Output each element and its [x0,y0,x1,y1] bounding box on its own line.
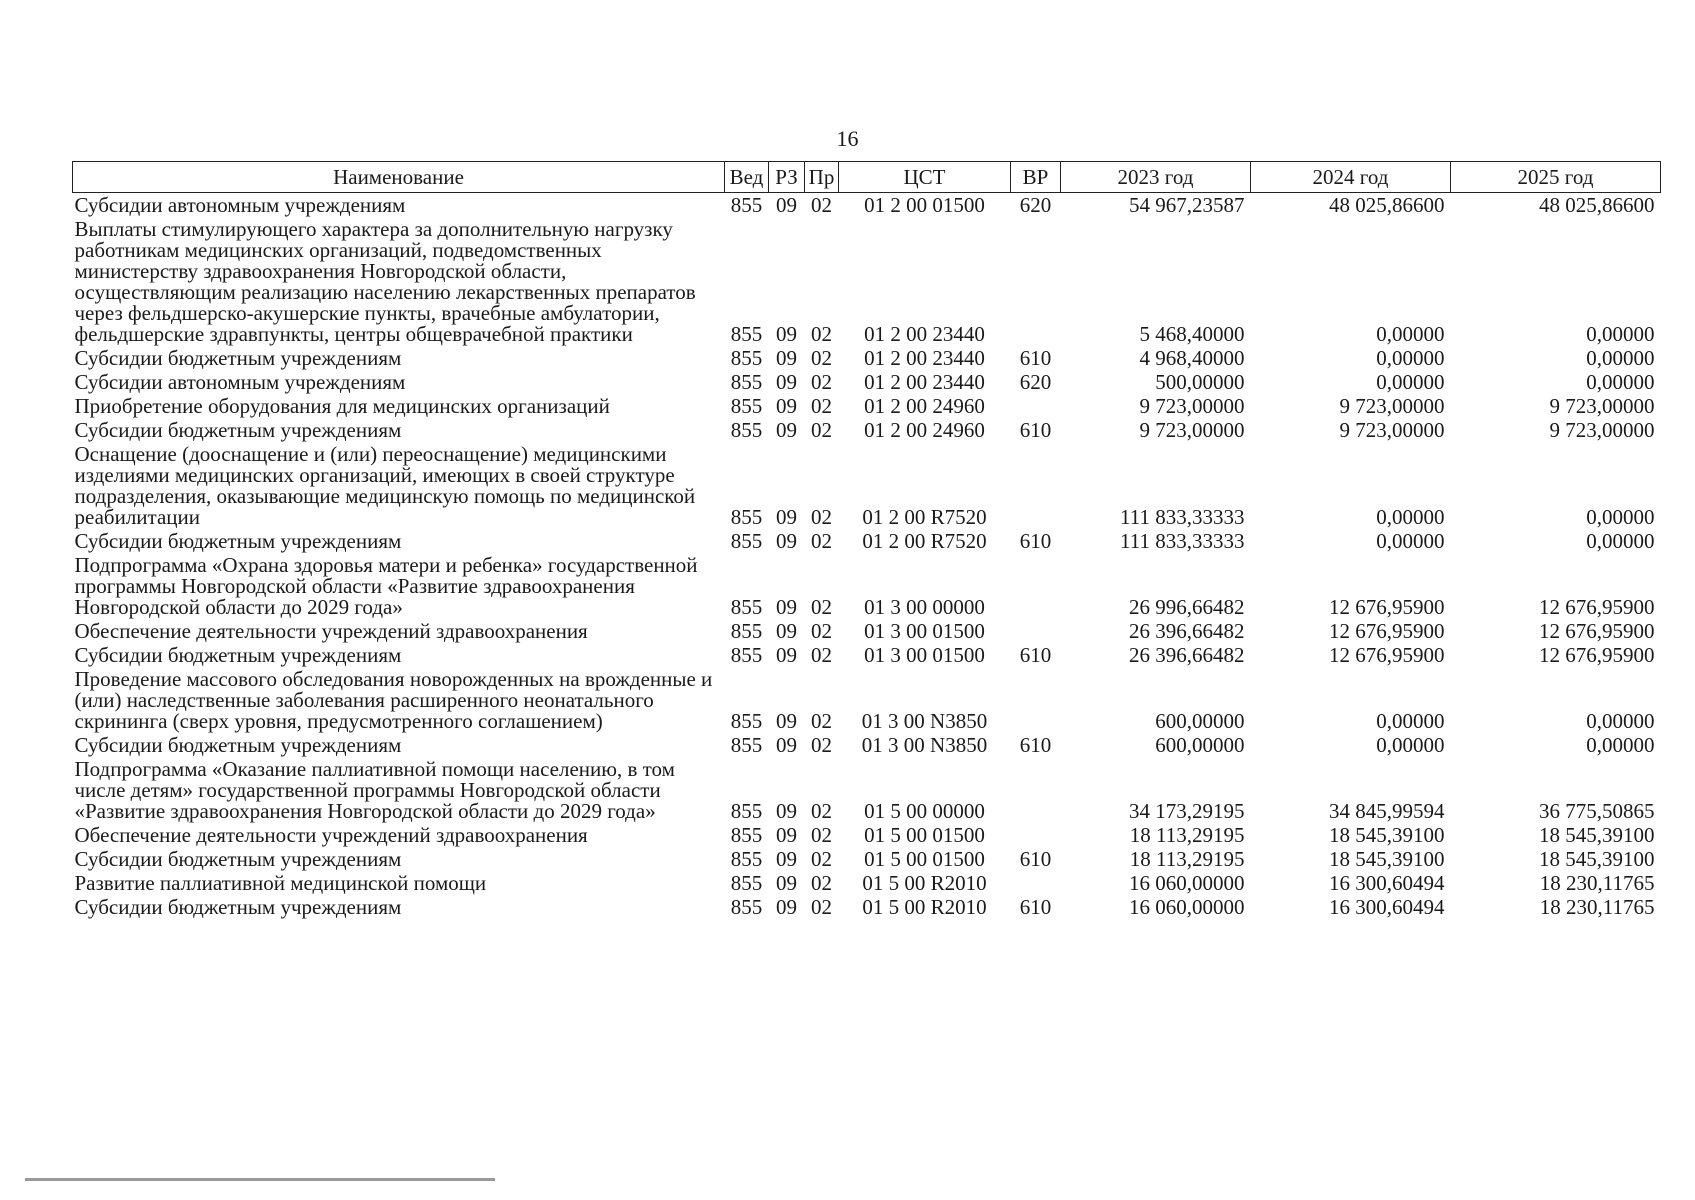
row-value-2025: 0,00000 [1586,529,1655,553]
row-cst: 01 2 00 R7520 [862,505,987,529]
table-row [73,442,1661,529]
row-name: Субсидии бюджетным учреждениям [74,847,402,871]
row-value-2023: 26 396,66482 [1129,619,1245,643]
row-cst: 01 2 00 23440 [864,322,985,346]
table-row [73,217,1661,346]
row-vr: 610 [1019,418,1052,442]
table-row [73,346,1661,370]
row-value-2024: 9 723,00000 [1339,418,1445,442]
row-rz: 09 [776,895,797,919]
row-vr [1011,394,1061,418]
row-vr [1011,757,1061,823]
row-value-2025: 0,00000 [1586,505,1655,529]
row-cst: 01 5 00 R2010 [862,895,987,919]
table-row [73,643,1661,667]
row-pr: 02 [811,823,832,847]
row-value-2025: 18 230,11765 [1539,871,1655,895]
table-body [73,193,1661,920]
row-value-2025: 12 676,95900 [1539,619,1655,643]
row-name: Проведение массового обследования новорожденных на врожденные и (или) наследственные заболевания расширенного неонатального скрининга (сверх уровня, предусмотренного соглашением) [74,667,713,733]
row-ved: 855 [730,733,763,757]
row-rz: 09 [776,595,797,619]
row-value-2023: 111 833,33333 [1120,505,1245,529]
row-rz: 09 [776,871,797,895]
table-row [73,529,1661,553]
page-number: 16 [836,126,859,151]
row-value-2023: 18 113,29195 [1129,823,1245,847]
row-value-2025: 12 676,95900 [1539,643,1655,667]
row-value-2024: 12 676,95900 [1329,595,1445,619]
row-pr: 02 [811,193,832,217]
row-rz: 09 [776,193,797,217]
row-ved: 855 [730,871,763,895]
row-ved: 855 [730,418,763,442]
row-pr: 02 [811,799,832,823]
row-pr: 02 [811,394,832,418]
row-vr [1011,871,1061,895]
row-rz: 09 [776,619,797,643]
row-value-2024: 34 845,99594 [1329,799,1445,823]
row-name: Субсидии бюджетным учреждениям [74,643,402,667]
row-value-2025: 48 025,86600 [1539,193,1655,217]
row-vr [1011,217,1061,346]
row-ved: 855 [730,823,763,847]
row-value-2023: 5 468,40000 [1139,322,1245,346]
row-value-2025: 0,00000 [1586,370,1655,394]
row-rz: 09 [776,733,797,757]
row-vr: 610 [1019,895,1052,919]
header-vr: ВР [1011,162,1061,193]
row-vr: 610 [1019,346,1052,370]
row-pr: 02 [811,733,832,757]
row-value-2024: 0,00000 [1376,709,1445,733]
table-row [73,733,1661,757]
row-ved: 855 [730,643,763,667]
row-value-2023: 600,00000 [1155,709,1245,733]
row-name: Субсидии автономным учреждениям [74,193,406,217]
row-value-2024: 12 676,95900 [1329,643,1445,667]
row-value-2025: 12 676,95900 [1539,595,1655,619]
row-cst: 01 5 00 01500 [864,847,985,871]
row-ved: 855 [730,193,763,217]
row-name: Обеспечение деятельности учреждений здравоохранения [74,619,588,643]
row-value-2024: 0,00000 [1376,505,1445,529]
row-rz: 09 [776,643,797,667]
row-name: Субсидии бюджетным учреждениям [74,346,402,370]
row-rz: 09 [776,823,797,847]
row-value-2023: 16 060,00000 [1129,895,1245,919]
header-ved: Вед [725,162,769,193]
row-value-2024: 48 025,86600 [1329,193,1445,217]
header-pr: Пр [805,162,839,193]
row-name: Выплаты стимулирующего характера за дополнительную нагрузку работникам медицинских организаций, подведомственных министерству здравоохранения Новгородской области, осуществляющим реализацию населению лекарственных препаратов через фельдшерско-акушерские пункты, врачебные амбулатории, фельдшерские здравпункты, центры общеврачебной практики [74,217,696,346]
row-value-2024: 0,00000 [1376,733,1445,757]
row-name: Приобретение оборудования для медицинских организаций [74,394,610,418]
row-vr [1011,553,1061,619]
row-value-2024: 16 300,60494 [1329,871,1445,895]
row-pr: 02 [811,370,832,394]
row-rz: 09 [776,709,797,733]
row-name: Субсидии бюджетным учреждениям [74,418,402,442]
row-name: Субсидии бюджетным учреждениям [74,733,402,757]
row-value-2024: 0,00000 [1376,370,1445,394]
row-value-2025: 0,00000 [1586,733,1655,757]
row-vr: 610 [1019,643,1052,667]
row-vr: 620 [1019,370,1052,394]
table-row [73,895,1661,919]
row-rz: 09 [776,799,797,823]
row-rz: 09 [776,847,797,871]
row-vr: 610 [1019,529,1052,553]
row-value-2024: 12 676,95900 [1329,619,1445,643]
row-value-2023: 26 396,66482 [1129,643,1245,667]
row-cst: 01 3 00 N3850 [861,733,988,757]
row-ved: 855 [730,322,763,346]
row-pr: 02 [811,346,832,370]
row-cst: 01 5 00 01500 [864,823,985,847]
row-value-2025: 0,00000 [1586,322,1655,346]
row-value-2024: 0,00000 [1376,346,1445,370]
footer-divider [25,1178,495,1181]
row-ved: 855 [730,847,763,871]
row-vr: 620 [1019,193,1052,217]
row-cst: 01 2 00 23440 [864,346,985,370]
row-value-2023: 9 723,00000 [1139,418,1245,442]
row-name: Оснащение (дооснащение и (или) переоснащение) медицинскими изделиями медицинских организаций, имеющих в своей структуре подразделения, оказывающие медицинскую помощь по медицинской реабилитации [74,442,696,529]
row-value-2023: 26 996,66482 [1129,595,1245,619]
table-row [73,667,1661,733]
row-cst: 01 3 00 01500 [864,643,985,667]
row-name: Подпрограмма «Оказание паллиативной помощи населению, в том числе детям» государственной программы Новгородской области «Развитие здравоохранения Новгородской области до 2029 года» [74,757,675,823]
row-cst: 01 2 00 24960 [864,418,985,442]
table-row [73,193,1661,218]
row-ved: 855 [730,346,763,370]
row-ved: 855 [730,394,763,418]
row-name: Субсидии бюджетным учреждениям [74,895,402,919]
row-value-2025: 0,00000 [1586,709,1655,733]
row-ved: 855 [730,895,763,919]
row-value-2024: 18 545,39100 [1329,823,1445,847]
header-cst: ЦСТ [839,162,1011,193]
row-ved: 855 [730,799,763,823]
row-value-2024: 0,00000 [1376,322,1445,346]
row-value-2024: 9 723,00000 [1339,394,1445,418]
header-rz: РЗ [769,162,805,193]
row-pr: 02 [811,322,832,346]
row-pr: 02 [811,895,832,919]
row-value-2023: 34 173,29195 [1129,799,1245,823]
row-cst: 01 2 00 23440 [864,370,985,394]
table-row [73,847,1661,871]
row-vr [1011,619,1061,643]
row-value-2025: 9 723,00000 [1549,418,1655,442]
row-value-2025: 9 723,00000 [1549,394,1655,418]
row-vr [1011,442,1061,529]
row-ved: 855 [730,529,763,553]
row-cst: 01 3 00 N3850 [861,709,988,733]
table-row [73,394,1661,418]
row-name: Подпрограмма «Охрана здоровья матери и ребенка» государственной программы Новгородской области «Развитие здравоохранения Новгородской области до 2029 года» [74,553,698,619]
row-name: Обеспечение деятельности учреждений здравоохранения [74,823,588,847]
row-pr: 02 [811,619,832,643]
row-cst: 01 3 00 00000 [864,595,985,619]
row-pr: 02 [811,529,832,553]
row-cst: 01 2 00 R7520 [862,529,987,553]
row-vr [1011,667,1061,733]
table-row [73,418,1661,442]
table-row [73,619,1661,643]
row-cst: 01 3 00 01500 [864,619,985,643]
row-cst: 01 5 00 R2010 [862,871,987,895]
table-row [73,871,1661,895]
row-rz: 09 [776,370,797,394]
row-rz: 09 [776,322,797,346]
row-value-2023: 600,00000 [1155,733,1245,757]
row-rz: 09 [776,346,797,370]
row-name: Развитие паллиативной медицинской помощи [74,871,487,895]
row-vr [1011,823,1061,847]
row-ved: 855 [730,709,763,733]
header-2023: 2023 год [1061,162,1251,193]
row-ved: 855 [730,370,763,394]
row-vr: 610 [1019,733,1052,757]
row-pr: 02 [811,505,832,529]
row-cst: 01 5 00 00000 [864,799,985,823]
row-value-2023: 54 967,23587 [1129,193,1245,217]
row-name: Субсидии бюджетным учреждениям [74,529,402,553]
row-ved: 855 [730,505,763,529]
row-value-2024: 0,00000 [1376,529,1445,553]
row-value-2024: 18 545,39100 [1329,847,1445,871]
row-value-2025: 18 230,11765 [1539,895,1655,919]
header-2024: 2024 год [1251,162,1451,193]
row-cst: 01 2 00 01500 [864,193,985,217]
row-pr: 02 [811,847,832,871]
row-value-2025: 0,00000 [1586,346,1655,370]
table-row [73,757,1661,823]
row-value-2025: 36 775,50865 [1539,799,1655,823]
row-value-2025: 18 545,39100 [1539,823,1655,847]
row-rz: 09 [776,505,797,529]
row-pr: 02 [811,418,832,442]
budget-table [72,161,1661,919]
table-row [73,370,1661,394]
row-pr: 02 [811,643,832,667]
table-row [73,553,1661,619]
row-pr: 02 [811,709,832,733]
row-rz: 09 [776,418,797,442]
row-rz: 09 [776,394,797,418]
row-pr: 02 [811,871,832,895]
row-value-2023: 9 723,00000 [1139,394,1245,418]
row-ved: 855 [730,595,763,619]
row-value-2023: 500,00000 [1155,370,1245,394]
table-header-row [73,162,1661,193]
header-2025: 2025 год [1451,162,1661,193]
row-rz: 09 [776,529,797,553]
row-pr: 02 [811,595,832,619]
row-value-2023: 18 113,29195 [1129,847,1245,871]
table-row [73,823,1661,847]
header-name: Наименование [73,162,725,193]
row-value-2025: 18 545,39100 [1539,847,1655,871]
row-name: Субсидии автономным учреждениям [74,370,406,394]
row-ved: 855 [730,619,763,643]
row-value-2023: 4 968,40000 [1139,346,1245,370]
row-value-2024: 16 300,60494 [1329,895,1445,919]
row-value-2023: 16 060,00000 [1129,871,1245,895]
row-vr: 610 [1019,847,1052,871]
row-value-2023: 111 833,33333 [1120,529,1245,553]
row-cst: 01 2 00 24960 [864,394,985,418]
